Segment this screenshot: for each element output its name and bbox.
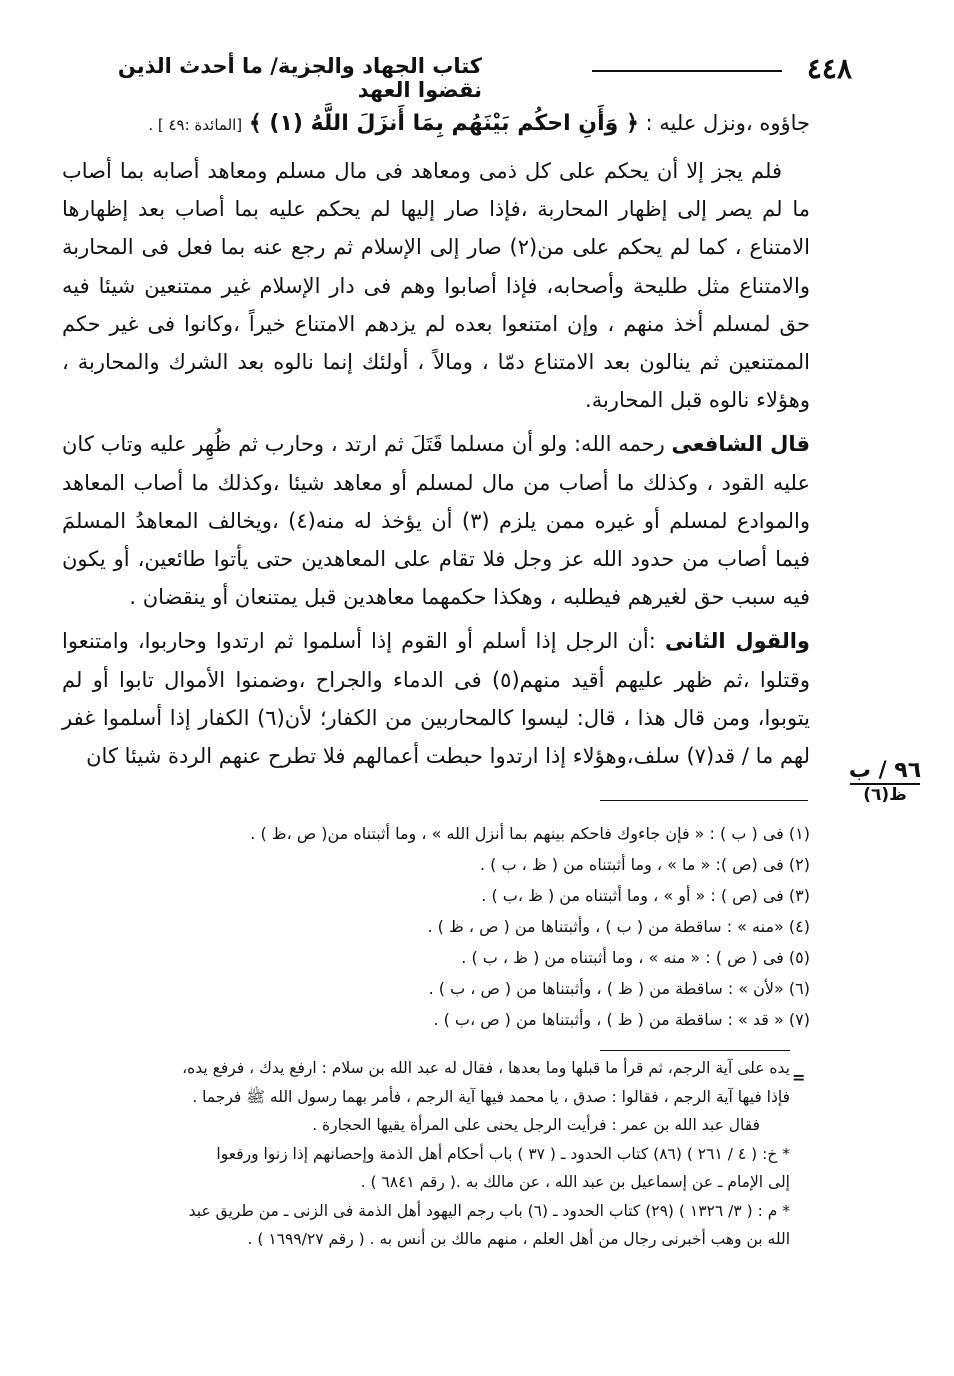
paragraph [62, 622, 810, 775]
page-header [62, 52, 852, 102]
paragraph-lead: قال الشافعى [671, 432, 810, 457]
paragraph-lead: والقول الثانى [664, 629, 810, 654]
reference-line: إلى الإمام ـ عن إسماعيل بن عبد الله ، عن مالك به .( رقم ٦٨٤١ ) . [360, 1173, 790, 1191]
opening-text: جاؤوه ،ونزل عليه : [645, 111, 810, 135]
running-title: كتاب الجهاد والجزية/ ما أحدث الذين نقضوا العهد [117, 54, 482, 102]
header-rule [592, 70, 782, 72]
paragraph [62, 152, 810, 419]
main-text [62, 152, 810, 781]
paragraph-text: فلم يجز إلا أن يحكم على كل ذمى ومعاهد فى مال مسلم ومعاهد أصابه بما أصاب ما لم يصر إلى إظهار المحاربة ،فإذا صار إليها لم يحكم عليه بما أصاب بعد إظهارها الامتناع ، كما لم يحكم على من(٢) صار إلى الإسلام ثم رجع عنه بما فعل فى المحاربة والامتناع مثل طليحة وأصحابه، فإذا أصابوا وهم فى دار الإسلام غير ممتنعين شيئا فيه حق لمسلم أخذ منهم ، وإن امتنعوا بعده لم يزدهم الامتناع خيراً ،وكانوا فى غير حكم الممتنعين ثم ينالون بعد الامتناع دمّا ، ومالاً ، أولئك إنما نالوه بعد الشرك والمحاربة ، وهؤلاء نالوه قبل المحاربة. [62, 159, 811, 413]
footnote: (٥) فى ( ص ) : « منه » ، وما أثبتناه من ( ظ ، ب ) . [461, 948, 810, 967]
footnote: (١) فى ( ب ) : « فإن جاءوك فاحكم بينهم بما أنزل الله » ، وما أثبتناه من( ص ،ظ ) . [250, 824, 810, 843]
page-number: ٤٤٨ [806, 52, 852, 85]
footnote: (٣) فى (ص ) : « أو » ، وما أثبتناه من ( ظ ،ب ) . [481, 886, 810, 905]
footnote: (٧) « قد » : ساقطة من ( ظ ) ، وأثبتناها من ( ص ،ب ) . [433, 1010, 810, 1029]
reference-line: * خ: ( ٤ / ٢٦١ ) (٨٦) كتاب الحدود ـ ( ٣٧ ) باب أحكام أهل الذمة وإحصانهم إذا زنوا ورفعوا [216, 1144, 790, 1163]
reference-line: فإذا فيها آية الرجم ، فقالوا : صدق ، يا محمد فيها آية الرجم ، فأمر بهما رسول الله ﷺ فرجما . [192, 1087, 790, 1106]
manuscript-folio-note [830, 758, 940, 805]
verse-citation: [المائدة :٤٩ ] . [148, 116, 243, 134]
manuscript-mark: ظ(٦) [863, 785, 907, 805]
paragraph-text: رحمه الله: ولو أن مسلما قَتَلَ ثم ارتد ، وحارب ثم ظُهِر عليه وتاب كان عليه القود ، وكذلك ما أصاب من مال لمسلم أو معاهد شيئا ،وكذلك ما أصاب المعاهد والموادع لمسلم أو غيره ممن يلزم (٣) أن يؤخذ له منه(٤) ،ويخالف المعاهدُ المسلمَ فيما أصاب من حدود الله عز وجل فلا تقام على المعاهدين حتى يأتوا طائعين، أو يكون فيه سبب حق لغيرهم فيطلبه ، وهكذا حكمهما معاهدين قبل يمتنعان أو ينقضان . [62, 432, 810, 610]
paragraph [62, 425, 810, 616]
reference-line: يده على آية الرجم، ثم قرأ ما قبلها وما بعدها ، فقال له عبد الله بن سلام : ارفع يدك ، فرفع يده، [182, 1059, 790, 1077]
footnote: (٦) «لأن » : ساقطة من ( ظ ) ، وأثبتناها من ( ص ، ب ) . [428, 979, 810, 998]
paragraph-text: :أن الرجل إذا أسلم أو القوم إذا أسلموا ثم ارتدوا وحاربوا، وامتنعوا وقتلوا ،ثم ظهر عليهم أقيد منهم(٥) فى الدماء والجراح ،وضمنوا الأموال تابوا أو لم يتوبوا، ومن قال هذا ، قال: ليسوا كالمحاربين من الكفار؛ لأن(٦) الكفار إذا أسلموا غفر لهم ما / قد(٧) سلف،وهؤلاء إذا ارتدوا حبطت أعمالهم فلا تطرح عنهم الردة شيئا كان [62, 629, 811, 769]
reference-line: * م : ( ٣/ ١٣٢٦ ) (٢٩) كتاب الحدود ـ (٦) باب رجم اليهود أهل الذمة فى الزنى ـ من طريق عبد [188, 1201, 790, 1220]
footnote-separator [600, 800, 808, 801]
continuation-mark: = [792, 1068, 806, 1087]
folio-mark: ٩٦ / ب [848, 758, 922, 783]
reference-separator [600, 1050, 790, 1051]
footnote: (٢) فى (ص ): « ما » ، وما أثبتناه من ( ظ ، ب ) . [479, 855, 810, 874]
reference-line: فقال عبد الله بن عمر : فرأيت الرجل يحنى على المرأة يقيها الحجارة . [312, 1116, 760, 1134]
footnote: (٤) «منه » : ساقطة من ( ب ) ، وأثبتناها من ( ص ، ظ ) . [427, 917, 810, 936]
reference-line: الله بن وهب أخبرنى رجال من أهل العلم ، منهم مالك بن أنس به . ( رقم ١٦٩٩/٢٧ ) . [247, 1230, 790, 1248]
opening-line [62, 104, 810, 150]
hadith-references [60, 1054, 790, 1254]
quran-verse: ﴿ وَأَنِ احكُم بَيْنَهُم بِمَا أَنزَلَ اللَّهُ (١) ﴾ [248, 111, 639, 136]
footnotes [230, 818, 810, 1035]
